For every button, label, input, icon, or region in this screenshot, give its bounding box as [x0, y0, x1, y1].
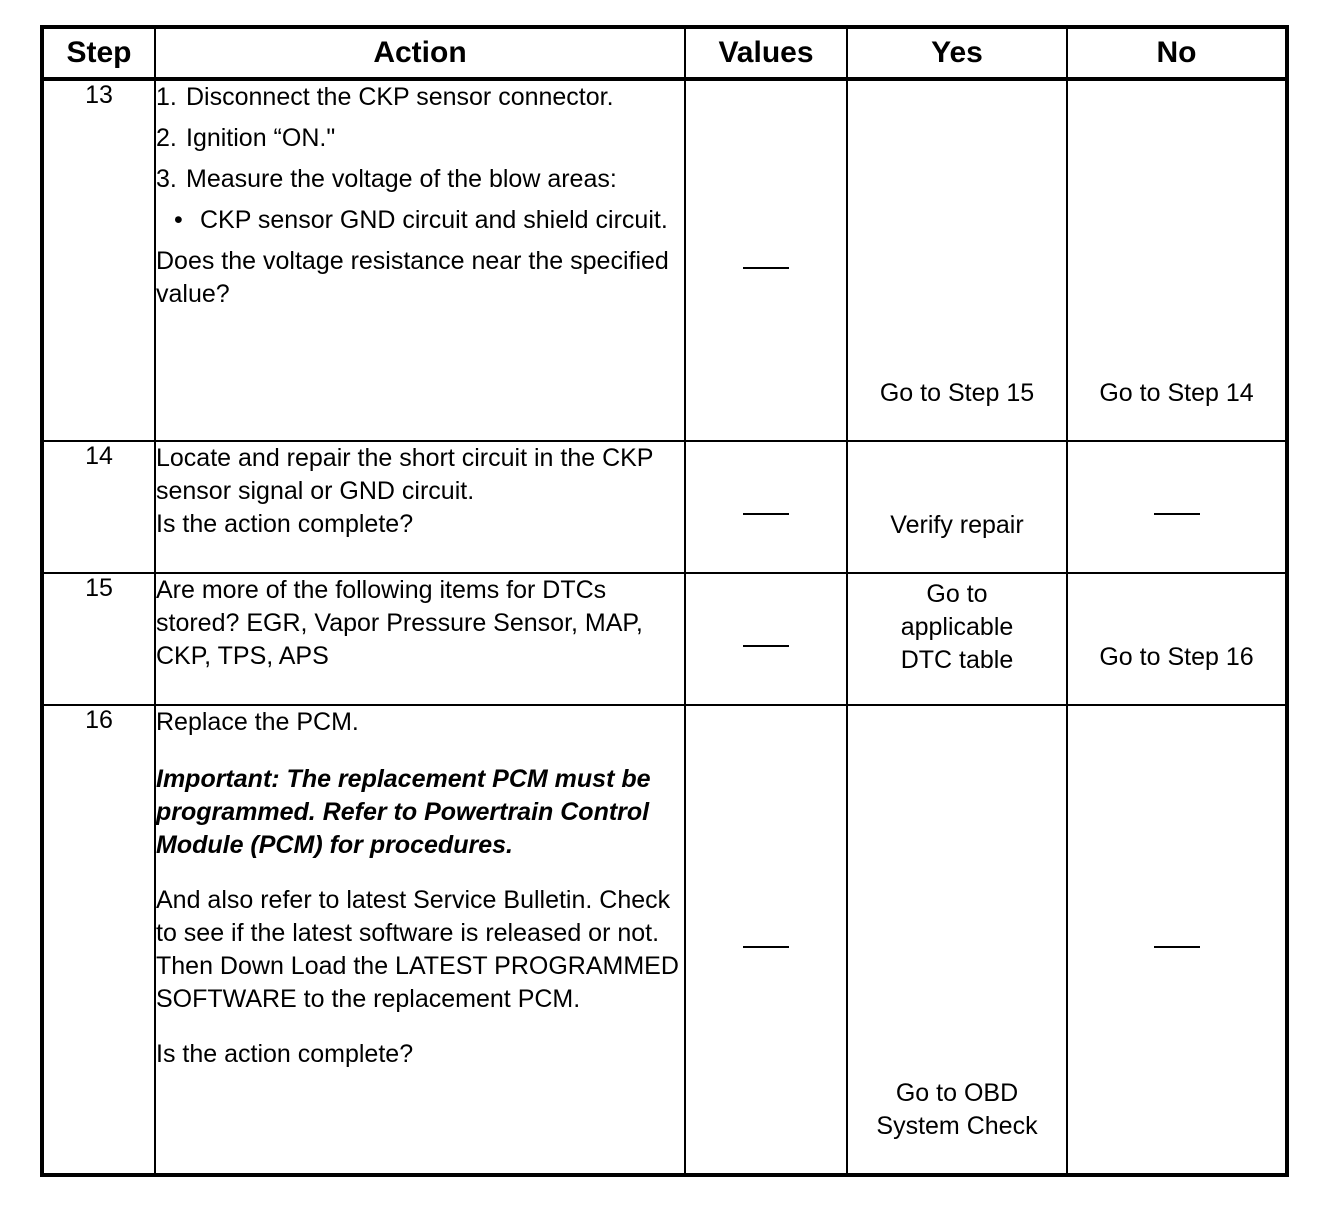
values-cell — [685, 573, 847, 705]
list-item — [156, 163, 684, 196]
yes-text: Verify repair — [890, 511, 1024, 539]
table-row — [42, 573, 1287, 705]
dash-icon — [743, 513, 789, 515]
no-text: Go to Step 14 — [1099, 379, 1254, 407]
table-row — [42, 705, 1287, 1175]
no-cell — [1067, 573, 1287, 705]
action-cell — [155, 573, 685, 705]
header-action: Action — [155, 27, 685, 79]
yes-text: Go to OBD System Check — [876, 1079, 1038, 1140]
question-text: Is the action complete? — [156, 1040, 414, 1068]
no-cell — [1067, 79, 1287, 441]
list-item — [156, 81, 684, 114]
values-cell — [685, 705, 847, 1175]
list-text: Measure the voltage of the blow areas: — [186, 165, 617, 193]
list-text: Disconnect the CKP sensor connector. — [186, 83, 614, 111]
important-note: Important: The replacement PCM must be programmed. Refer to Powertrain Control Module (PCM) for procedures. — [156, 765, 651, 859]
dash-icon — [743, 946, 789, 948]
table-row — [42, 441, 1287, 573]
dash-icon — [1154, 946, 1200, 948]
question-text: Does the voltage resistance near the specified value? — [156, 247, 669, 308]
dash-icon — [743, 645, 789, 647]
action-cell — [155, 705, 685, 1175]
action-cell — [155, 441, 685, 573]
no-cell — [1067, 441, 1287, 573]
service-bulletin-text: And also refer to latest Service Bulletin. Check to see if the latest software is released or not. Then Down Load the LATEST PROGRAMMED SOFTWARE to the replacement PCM. — [156, 886, 679, 1013]
values-cell — [685, 441, 847, 573]
header-yes: Yes — [847, 27, 1067, 79]
action-cell — [155, 79, 685, 441]
question-text: Is the action complete? — [156, 510, 414, 538]
diagnostic-table — [40, 25, 1289, 1177]
no-text: Go to Step 16 — [1099, 643, 1254, 671]
list-number: 2. — [156, 124, 177, 152]
table-row — [42, 79, 1287, 441]
action-text: Locate and repair the short circuit in the CKP sensor signal or GND circuit. — [156, 444, 654, 505]
header-values: Values — [685, 27, 847, 79]
yes-text: Go to Step 15 — [879, 379, 1035, 407]
step-number: 16 — [42, 705, 155, 1175]
no-cell — [1067, 705, 1287, 1175]
action-text: Are more of the following items for DTCs stored? EGR, Vapor Pressure Sensor, MAP, CKP, TPS, APS — [156, 576, 643, 670]
list-number: 1. — [156, 83, 177, 111]
step-number: 14 — [42, 441, 155, 573]
yes-cell — [847, 573, 1067, 705]
dash-icon — [1154, 513, 1200, 515]
bullet-icon: • — [174, 206, 183, 234]
yes-cell — [847, 705, 1067, 1175]
header-step: Step — [42, 27, 155, 79]
header-row — [42, 27, 1287, 79]
action-text: Replace the PCM. — [156, 708, 359, 736]
yes-cell — [847, 79, 1067, 441]
bullet-item — [156, 204, 684, 237]
list-number: 3. — [156, 165, 177, 193]
yes-cell — [847, 441, 1067, 573]
step-number: 13 — [42, 79, 155, 441]
list-text: Ignition “ON." — [186, 124, 336, 152]
yes-text: Go to applicable DTC table — [900, 580, 1014, 674]
values-cell — [685, 79, 847, 441]
list-item — [156, 122, 684, 155]
bullet-text: CKP sensor GND circuit and shield circuit. — [200, 206, 668, 234]
dash-icon — [743, 267, 789, 269]
header-no: No — [1067, 27, 1287, 79]
step-number: 15 — [42, 573, 155, 705]
